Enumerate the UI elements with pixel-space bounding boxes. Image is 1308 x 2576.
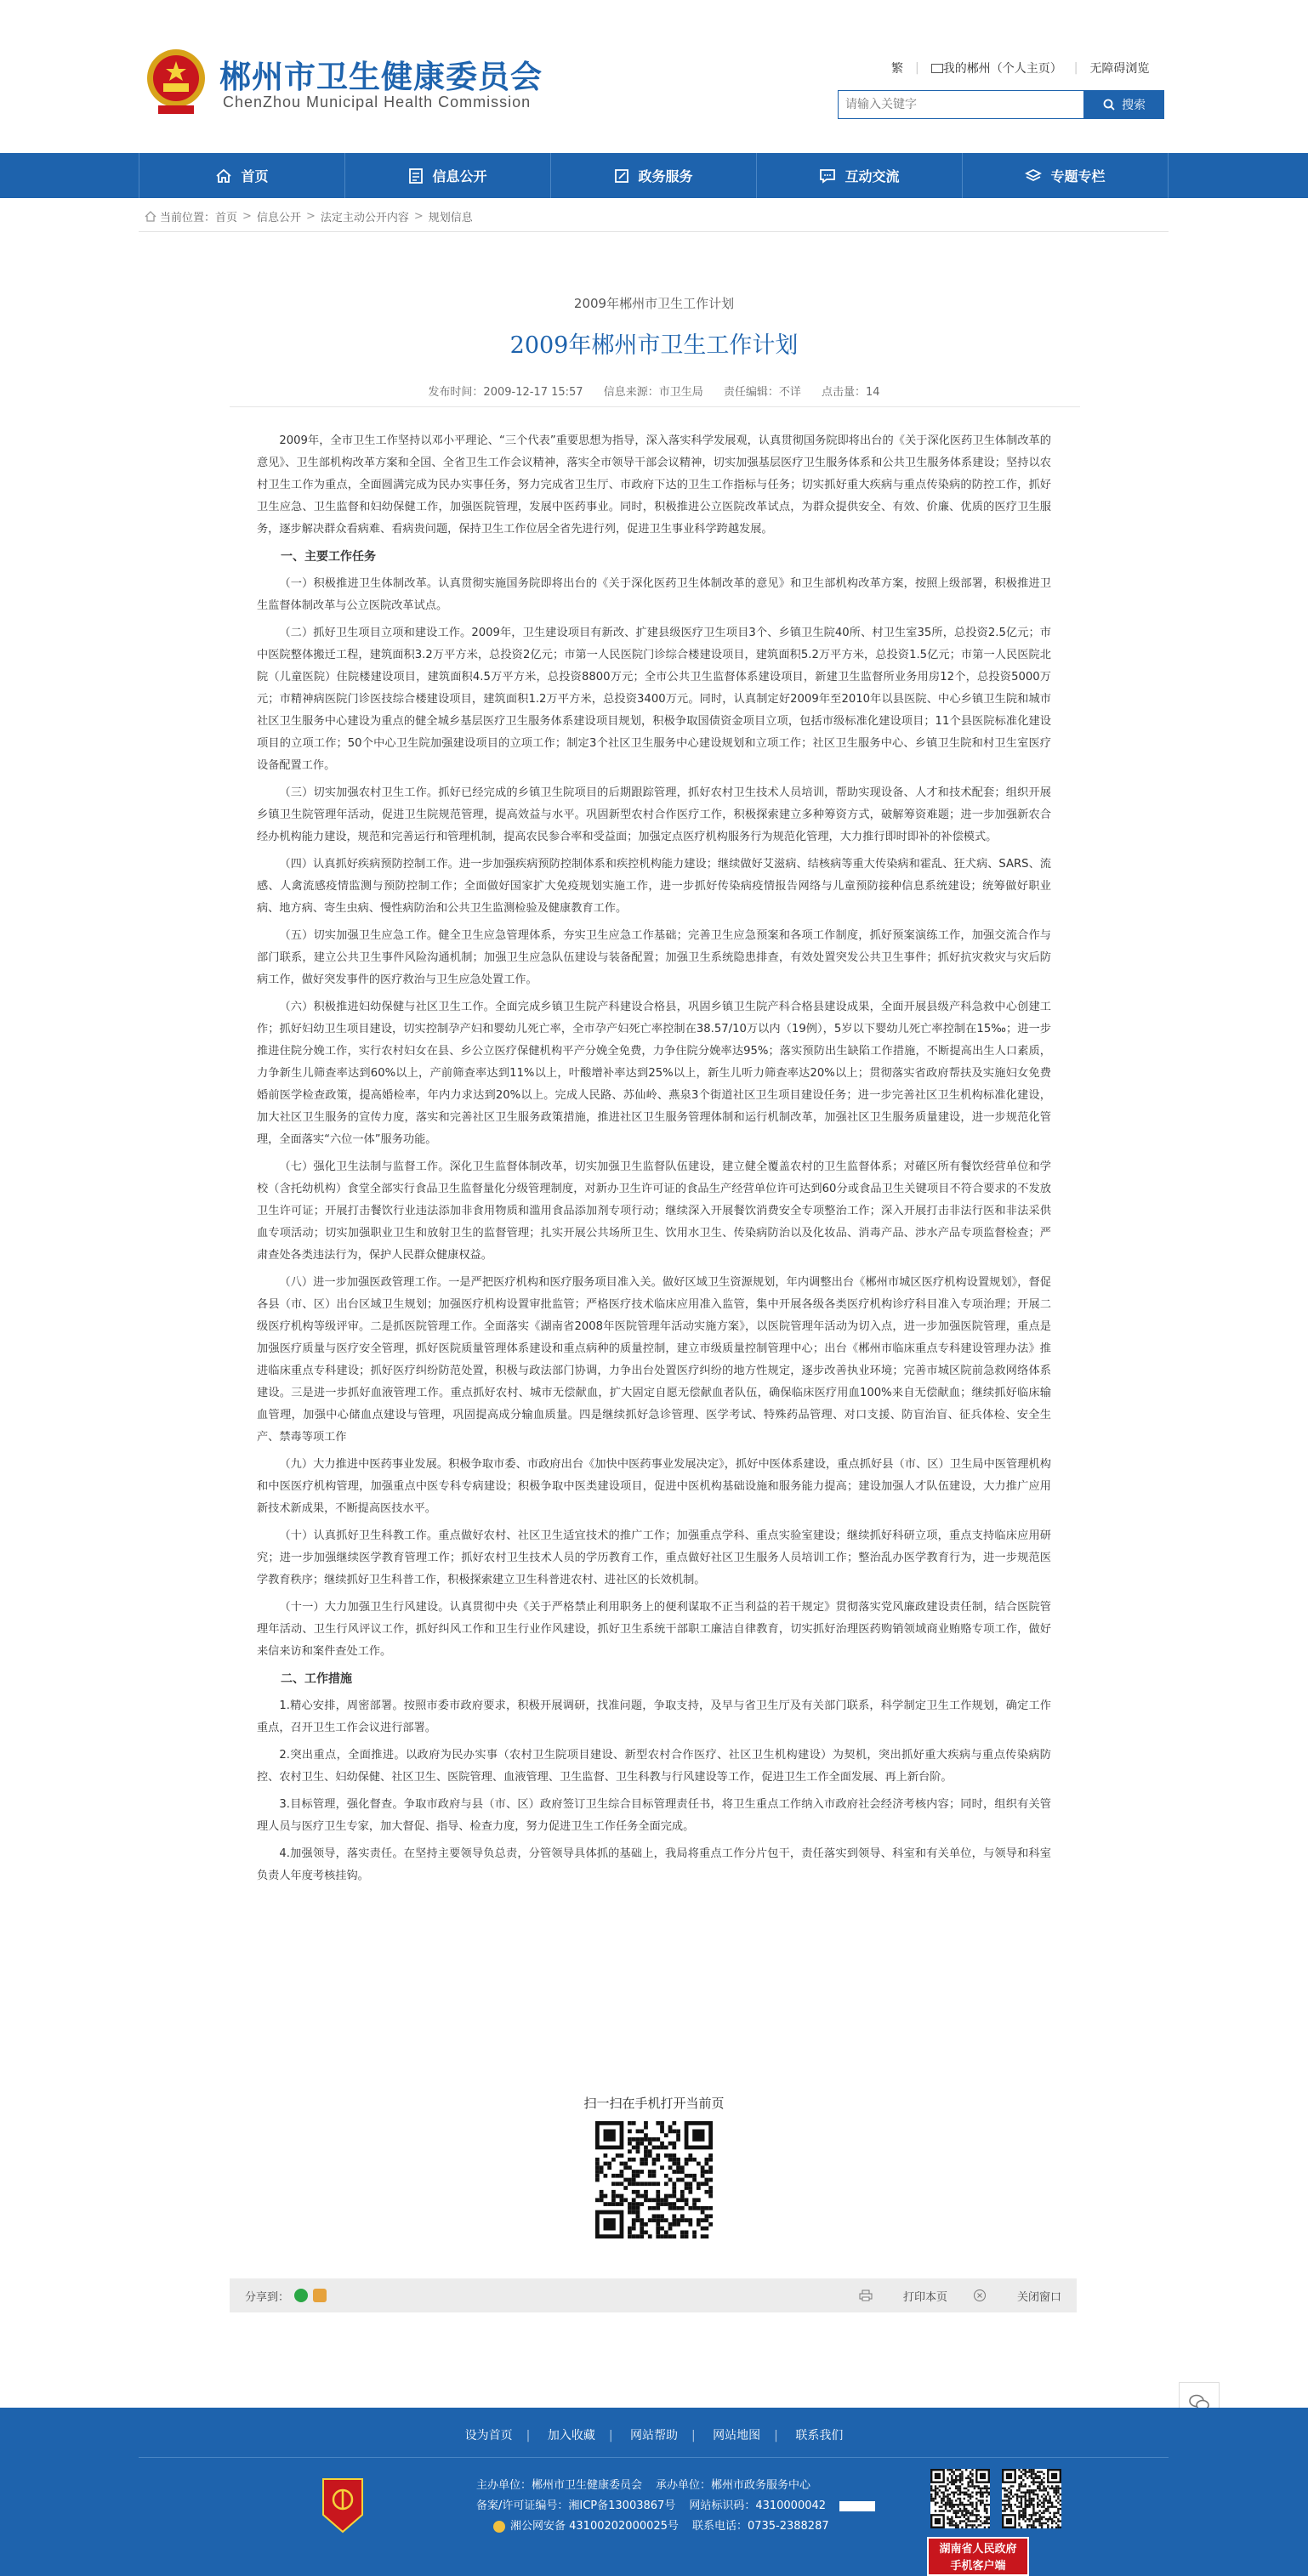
layers-icon	[1025, 168, 1042, 184]
contact-phone: 联系电话：0735-2388287	[691, 2520, 829, 2533]
top-links	[891, 60, 1149, 77]
section-heading: 二、工作措施	[281, 1672, 352, 1686]
breadcrumb-item-plan[interactable]: 规划信息	[428, 212, 473, 224]
paragraph: （三）切实加强农村卫生工作。抓好已经完成的乡镇卫生院项目的后期跟踪管理，抓好农村卫生技术人员培训，帮助实现设备、人才和技术配套；组织开展乡镇卫生院管理年活动，促进卫生院规范管理，提高效益与水平。巩固新型农村合作医疗工作，积极探索建立多种筹资方式，破解筹资难题；进一步加强新农合经办机构能力建设，规范和完善运行和管理机制，提高农民参合率和受益面；加强定点医疗机构服务行为规范化管理，大力推行即时即补的补偿模式。	[257, 786, 1051, 843]
nav-item-label: 专题专栏	[1050, 168, 1106, 184]
nav-item-home[interactable]	[139, 153, 345, 198]
paragraph: （二）抓好卫生项目立项和建设工作。2009年，卫生建设项目有新改、扩建县级医疗卫生项目3个、乡镇卫生院40所、村卫生室35所，总投资2.5亿元；市中医院整体搬迁工程，建筑面积3.2万平方米，总投资2亿元；市第一人民医院门诊综合楼建设项目，建筑面积5.2万平方米，总投资1.5亿元；市第一人民医院北院（儿童医院）住院楼建设项目，建筑面积4.5万平方米，总投资8800万元；全市公共卫生监督体系建设项目，新建卫生监督所业务用房12个，总投资5000万元；市精神病医院门诊医技综合楼建设项目，建筑面积1.2万平方米，总投资3400万元。同时，认真制定好2009年至2010年以县医院、中心乡镇卫生院和城市社区卫生服务中心建设为重点的健全城乡基层医疗卫生服务体系建设项目规划，积极争取国债资金项目立项，包括市级标准化建设项目；11个县医院标准化建设项目的立项工作；50个中心卫生院加强建设项目的立项工作；制定3个社区卫生服务中心建设规划和立项工作；社区卫生服务中心、乡镇卫生院和村卫生室医疗设备配置工作。	[257, 627, 1051, 772]
paragraph: 1.精心安排，周密部署。按照市委市政府要求，积极开展调研，找准问题，争取支持，及早与省卫生厅及有关部门联系，科学制定卫生工作规划，确定工作重点，召开卫生工作会议进行部署。	[257, 1699, 1051, 1734]
home-icon	[215, 168, 232, 184]
qr-code	[930, 2469, 990, 2528]
weibo-icon[interactable]	[313, 2289, 327, 2302]
sponsor: 主办单位：郴州市卫生健康委员会	[476, 2479, 643, 2492]
edit-icon	[614, 168, 629, 184]
paragraph: （六）积极推进妇幼保健与社区卫生工作。全面完成乡镇卫生院产科建设合格县，巩固乡镇卫生院产科合格县建设成果，全面开展县级产科急救中心创建工作；抓好妇幼卫生项目建设，切实控制孕产妇和婴幼儿死亡率，全市孕产妇死亡率控制在38.57/10万以内（19例），5岁以下婴幼儿死亡率控制在15‰；进一步推进住院分娩工作，实行农村妇女在县、乡公立医疗保健机构平产分娩全免费，力争住院分娩率达95%；落实预防出生缺陷工作措施，不断提高出生人口素质，力争新生儿筛查率达到60%以上，产前筛查率达到11%以上，叶酸增补率达到25%以上，新生儿听力筛查率达20%以上；贯彻落实省政府帮扶及实施妇女免费婚前医学检查政策，提高婚检率，年内力求达到20%以上。完成人民路、苏仙岭、燕泉3个街道社区卫生项目建设任务；进一步完善社区卫生机构标准化建设，加大社区卫生服务的宣传力度，落实和完善社区卫生服务政策措施，推进社区卫生服务管理体制和运行机制改革，加强社区卫生服务质量建设，进一步规范化管理，全面落实“六位一体”服务功能。	[257, 1001, 1051, 1146]
home-icon	[145, 211, 156, 222]
breadcrumb-separator: >	[242, 210, 252, 223]
wechat-icon[interactable]	[294, 2289, 308, 2302]
nav-item-special-topics[interactable]	[963, 153, 1169, 198]
article-pre-title: 2009年郴州市卫生工作计划	[573, 296, 735, 311]
close-icon	[973, 2289, 987, 2302]
breadcrumb-separator: >	[305, 210, 316, 223]
breadcrumb-prefix: 当前位置：	[160, 212, 216, 224]
divider: |	[526, 2429, 531, 2443]
breadcrumb	[145, 208, 473, 224]
divider	[139, 231, 1169, 232]
paragraph: （十一）大力加强卫生行风建设。认真贯彻中央《关于严格禁止利用职务上的便利谋取不正当利益的若干规定》贯彻落实党风廉政建设责任制，结合医院管理年活动、卫生行风评议工作，抓好纠风工作和卫生行业作风建设，抓好卫生系统干部职工廉洁自律教育，切实抓好治理医药购销领域商业贿赂专项工作，做好来信来访和案件查处工作。	[257, 1601, 1051, 1658]
share-label: 分享到：	[245, 2290, 290, 2304]
section-heading: 一、主要工作任务	[281, 550, 376, 564]
breadcrumb-item-home[interactable]: 首页	[215, 212, 238, 224]
footer-info	[476, 2476, 889, 2537]
search-button-label: 搜索	[1122, 99, 1146, 112]
article-meta	[0, 383, 1308, 399]
click-count: 点击量：14	[822, 386, 880, 399]
article-content	[257, 430, 1051, 1892]
footer-links	[0, 2426, 1308, 2443]
footer-link-sitemap[interactable]: 网站地图	[713, 2429, 761, 2443]
nav-item-label: 互动交流	[845, 168, 900, 184]
document-icon	[408, 167, 424, 184]
footer-link-contact[interactable]: 联系我们	[795, 2429, 844, 2443]
print-button[interactable]	[859, 2288, 947, 2304]
footer-link-help[interactable]: 网站帮助	[630, 2429, 678, 2443]
nav-item-label: 政务服务	[638, 168, 693, 184]
paragraph: （四）认真抓好疾病预防控制工作。进一步加强疾病预防控制体系和疾控机构能力建设；继续做好艾滋病、结核病等重大传染病和霍乱、狂犬病、SARS、流感、人禽流感疫情监测与预防控制工作；全面做好国家扩大免疫规划实施工作，进一步抓好传染病疫情报告网络与儿童预防接种信息系统建设；统筹做好职业病、地方病、寄生虫病、慢性病防治和公共卫生监测检验及健康教育工作。	[257, 858, 1051, 915]
print-label: 打印本页	[902, 2290, 947, 2304]
paragraph: （五）切实加强卫生应急工作。健全卫生应急管理体系，夯实卫生应急工作基础；完善卫生应急预案和各项工作制度，抓好预案演练工作，加强交流合作与部门联系，建立公共卫生事件风险沟通机制；加强卫生应急队伍建设与装备配置；加强卫生系统隐患排查，有效处置突发公共卫生事件；抓好抗灾救灾与灾后防病工作，做好突发事件的医疗救治与卫生应急处置工作。	[257, 929, 1051, 986]
police-icon	[493, 2521, 505, 2533]
search-button[interactable]	[1084, 90, 1164, 119]
nav-item-interaction[interactable]	[757, 153, 963, 198]
breadcrumb-item-legal[interactable]: 法定主动公开内容	[320, 212, 409, 224]
article-title: 2009年郴州市卫生工作计划	[509, 332, 799, 359]
party-gov-badge[interactable]	[320, 2476, 366, 2535]
hn-gov-line1: 湖南省人民政府	[939, 2543, 1017, 2556]
footer-link-favorite[interactable]: 加入收藏	[547, 2429, 595, 2443]
qr-code	[1002, 2469, 1061, 2528]
accessible-browse-link[interactable]: 无障碍浏览	[1089, 62, 1150, 76]
site-subtitle: ChenZhou Municipal Health Commission	[223, 94, 532, 111]
close-window-button[interactable]	[973, 2288, 1061, 2304]
printer-icon	[859, 2289, 873, 2301]
paragraph: （七）强化卫生法制与监督工作。深化卫生监督体制改革，切实加强卫生监督队伍建设，建立健全覆盖农村的卫生监督体系；对確区所有餐饮经营单位和学校（含托幼机构）食堂全部实行食品卫生监督量化分级管理制度，对新办卫生许可证的食品生产经营单位许可达到60分或食品卫生关键项目不符合要求的不发放卫生许可证；开展打击餐饮行业违法添加非食用物质和滥用食品添加剂专项行动；继续深入开展餐饮消费安全专项整治工作；深入开展打击非法行医和非法采供血专项活动；切实加强职业卫生和放射卫生的监督管理；扎实开展公共场所卫生、饮用水卫生、传染病防治以及化妆品、消毒产品、涉水产品专项监督检查；严肃查处各类违法行为，保护人民群众健康权益。	[257, 1160, 1051, 1262]
site-footer	[0, 2408, 1308, 2576]
close-label: 关闭窗口	[1016, 2290, 1061, 2304]
divider	[139, 2457, 1169, 2458]
search-icon	[1103, 99, 1115, 111]
hunan-gov-app-badge[interactable]	[927, 2537, 1029, 2576]
paragraph: （九）大力推进中医药事业发展。积极争取市委、市政府出台《加快中医药事业发展决定》，抓好中医体系建设，重点抓好县（市、区）卫生局中医管理机构和中医医疗机构管理，加强重点中医专科专病建设；积极争取中医类建设项目，促进中医机构基础设施和服务能力提高；建设加强人才队伍建设，大力推广应用新技术新成果，不断提高医技水平。	[257, 1458, 1051, 1515]
my-chenzhou-link[interactable]: 我的郴州（个人主页）	[942, 62, 1062, 76]
site-header	[0, 0, 1308, 153]
chat-icon	[819, 168, 836, 184]
divider	[230, 406, 1080, 407]
editor: 责任编辑：不详	[723, 386, 801, 399]
share-bar	[230, 2278, 1077, 2312]
paragraph: （一）积极推进卫生体制改革。认真贯彻实施国务院即将出台的《关于深化医药卫生体制改革的意见》和卫生部机构改革方案，按照上级部署，积极推进卫生监督体制改革与公立医院改革试点。	[257, 577, 1051, 612]
paragraph: （十）认真抓好卫生科教工作。重点做好农村、社区卫生适宜技术的推广工作；加强重点学科、重点实验室建设；继续抓好科研立项，重点支持临床应用研究；进一步加强继续医学教育管理工作；抓好农村卫生技术人员的学历教育工作，重点做好社区卫生服务人员培训工作；整治乱办医学教育行为，进一步规范医学教育秩序；继续抓好卫生科普工作，积极探索建立卫生科普进农村、进社区的长效机制。	[257, 1529, 1051, 1586]
search-bar	[838, 90, 1164, 119]
icp-number[interactable]: 备案/许可证编号：湘ICP备13003867号	[476, 2499, 676, 2512]
divider: |	[691, 2429, 696, 2443]
site-code: 网站标识码：4310000042	[689, 2499, 827, 2512]
paragraph: 3.目标管理，强化督查。争取市政府与县（市、区）政府签订卫生综合目标管理责任书，将卫生重点工作纳入市政府社会经济考核内容；同时，组织有关管理人员与医疗卫生专家，加大督促、指导、检查力度，努力促进卫生工作任务全面完成。	[257, 1798, 1051, 1833]
organizer: 承办单位：郴州市政务服务中心	[656, 2479, 811, 2492]
footer-link-set-home[interactable]: 设为首页	[464, 2429, 513, 2443]
nav-item-gov-service[interactable]	[551, 153, 757, 198]
national-emblem-logo[interactable]	[143, 44, 209, 117]
paragraph: 4.加强领导，落实责任。在坚持主要领导负总责，分管领导具体抓的基础上，我局将重点工作分片包干，责任落实到领导、科室和有关单位，与领导和科室负责人年度考核挂钩。	[257, 1847, 1051, 1882]
error-find-badge[interactable]	[839, 2501, 875, 2511]
breadcrumb-item-info[interactable]: 信息公开	[256, 212, 301, 224]
publish-time: 发布时间：2009-12-17 15:57	[428, 386, 583, 399]
nav-item-label: 首页	[241, 168, 269, 184]
nav-item-info-public[interactable]	[345, 153, 551, 198]
search-input[interactable]	[838, 90, 1084, 119]
divider: |	[774, 2429, 778, 2443]
monitor-icon	[931, 64, 943, 73]
paragraph: （八）进一步加强医政管理工作。一是严把医疗机构和医疗服务项目准入关。做好区域卫生资源规划，年内调整出台《郴州市城区医疗机构设置规划》，督促各县（市、区）出台区域卫生规划；加强医疗机构设置审批监管；严格医疗技术临床应用准入监管，集中开展各级各类医疗机构诊疗科目准入专项治理；开展二级医疗机构等级评审。二是抓医院管理工作。全面落实《湖南省2008年医院管理年活动实施方案》，以医院管理年活动为切入点，进一步加强医院管理，重点是加强医疗质量与医疗安全管理，抓好医院质量管理体系建设和重点病种的质量控制，建立市级质量控制管理中心；出台《郴州市临床重点专科建设管理办法》推进临床重点专科建设；抓好医疗纠纷防范处置，积极与政法部门协调，力争出台处置医疗纠纷的地方性规定，逐步改善执业环境；完善市城区院前急救网络体系建设。三是进一步抓好血液管理工作。重点抓好农村、城市无偿献血，扩大固定自愿无偿献血者队伍，确保临床医疗用血100%来自无偿献血；继续抓好临床输血管理，加强中心储血点建设与管理，巩固提高成分输血质量。四是继续抓好急诊管理、医学考试、特殊药品管理、对口支援、防盲治盲、征兵体检、安全生产、禁毒等项工作	[257, 1276, 1051, 1444]
divider: |	[915, 61, 919, 75]
site-title: 郴州市卫生健康委员会	[219, 59, 543, 95]
traditional-chinese-link[interactable]: 繁	[891, 62, 903, 76]
info-source: 信息来源：市卫生局	[603, 386, 703, 399]
hn-gov-line2: 手机客户端	[950, 2560, 1006, 2573]
nav-item-label: 信息公开	[432, 168, 487, 184]
divider: |	[1073, 61, 1078, 75]
police-record[interactable]: 湘公网安备 43100202000025号	[510, 2520, 679, 2533]
main-nav	[0, 153, 1308, 198]
divider: |	[608, 2429, 613, 2443]
qr-code	[595, 2121, 713, 2238]
paragraph: 2.突出重点，全面推进。以政府为民办实事（农村卫生院项目建设、新型农村合作医疗、社区卫生机构建设）为契机，突出抓好重大疾病与重点传染病防控、农村卫生、妇幼保健、社区卫生、医院管理、血液管理、卫生监督、卫生科教与行风建设等工作，促进卫生工作全面发展、再上新台阶。	[257, 1749, 1051, 1784]
qr-title: 扫一扫在手机打开当前页	[583, 2096, 725, 2111]
paragraph: 2009年，全市卫生工作坚持以邓小平理论、“三个代表”重要思想为指导，深入落实科学发展观，认真贯彻国务院即将出台的《关于深化医药卫生体制改革的意见》、卫生部机构改革方案和全国、全省卫生工作会议精神，落实全市领导干部会议精神，切实加强基层医疗卫生服务体系和公共卫生服务体系建设；坚持以农村卫生工作为重点，全面圆满完成为民办实事任务，努力完成省卫生厅、市政府下达的卫生工作指标与任务；切实抓好重大疾病与重点传染病的防控工作，抓好卫生应急、卫生监督和妇幼保健工作，加强医院管理，发展中医药事业。同时，积极推进公立医院改革试点，为群众提供安全、有效、价廉、优质的医疗卫生服务，逐步解决群众看病难、看病贵问题，保持卫生工作位居全省先进行列，促进卫生事业科学跨越发展。	[257, 434, 1051, 536]
breadcrumb-separator: >	[413, 210, 424, 223]
